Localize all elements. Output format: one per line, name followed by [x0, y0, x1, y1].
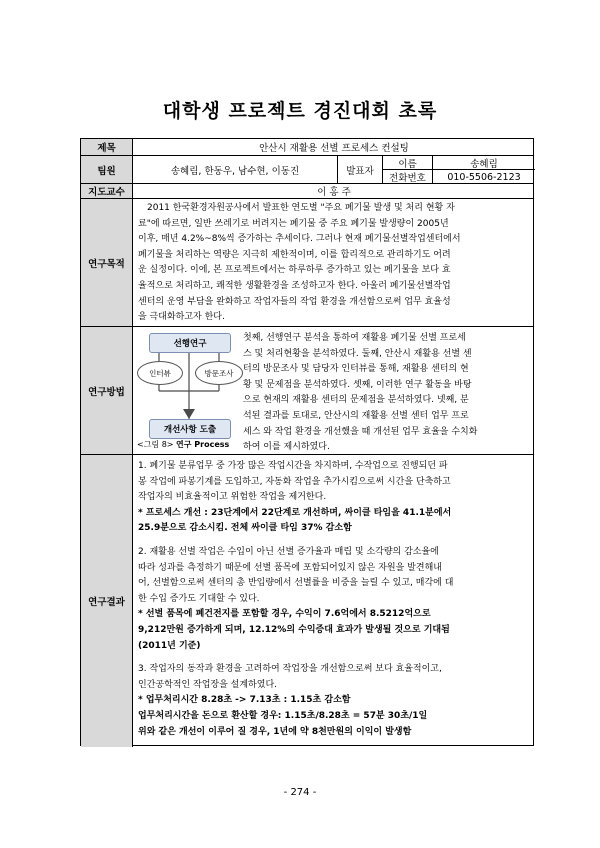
advisor-row — [81, 184, 533, 199]
result-highlight: (2011년 기준) — [138, 640, 201, 651]
method-line: 세스 와 작업 환경을 개선했을 때 개선된 업무 효율을 수치화 — [243, 426, 478, 437]
figure-caption — [137, 439, 247, 450]
figure-number: <그림 8> — [137, 440, 174, 449]
project-title: 안산시 재활용 선별 프로세스 컨설팅 — [259, 143, 409, 154]
method-line: 터의 방문조사 및 담당자 인터뷰를 통해, 재활용 센터의 현 — [243, 364, 469, 375]
method-line: 석된 결과를 토대로, 안산시의 재활용 선별 센터 업무 프로 — [243, 410, 469, 421]
result-line: 인간공학적인 작업장을 설계하였다. — [138, 679, 277, 690]
result-line: 어, 선별함으로써 센터의 총 반입량에서 선별률을 비중을 늘릴 수 있고, 매각에 대 — [138, 578, 454, 589]
result-line: 봉 작업에 파봉기계를 도입하고, 자동화 작업을 추가시킴으로써 시간을 단축하고 — [138, 476, 451, 487]
diagram-node-site-visit: 방문조사 — [195, 361, 243, 385]
abstract-form — [80, 138, 534, 746]
result-highlight: 위와 같은 개선이 이루어 질 경우, 1년에 약 8천만원의 이익이 발생함 — [138, 726, 412, 737]
results-row — [81, 455, 533, 747]
result-highlight: 9,212만원 증가하게 되며, 12.12%의 수익증대 효과가 발생될 것으로 기대됨 — [138, 624, 450, 635]
presenter-name: 송혜림 — [433, 156, 535, 170]
purpose-label: 연구목적 — [81, 199, 133, 326]
method-text — [243, 331, 529, 456]
result-line: 2. 재활용 선별 작업은 수입이 아닌 선별 증가율과 매립 및 소각량의 감소율에 — [138, 546, 439, 557]
name-label: 이름 — [383, 156, 433, 170]
purpose-text — [138, 201, 528, 326]
purpose-line: 센터의 운영 부담을 완화하고 작업자들의 작업 환경을 개선함으로써 업무 효율성 — [138, 296, 451, 307]
purpose-line: 2011 한국환경자원공사에서 발표한 연도별 "주요 폐기물 발생 및 처리 현황 자 — [147, 203, 455, 213]
title-label: 제목 — [81, 139, 133, 155]
result-highlight: * 선별 품목에 폐건전지를 포함할 경우, 수익이 7.6억에서 8.5212억으로 — [138, 609, 431, 620]
result-line: 3. 작업자의 동작과 환경을 고려하여 작업장을 개선함으로써 보다 효율적이고, — [138, 664, 442, 675]
result-highlight: * 프로세스 개선 : 23단계에서 22단계로 개선하며, 싸이클 타임을 41.1분에서 — [138, 507, 452, 518]
page-title: 대학생 프로젝트 경진대회 초록 — [162, 100, 438, 122]
method-row — [81, 327, 533, 455]
process-diagram — [137, 331, 241, 451]
result-line: 작업자의 비효율적이고 위험한 작업을 제거한다. — [138, 492, 327, 503]
title-row — [81, 139, 533, 156]
advisor-label: 지도교수 — [81, 184, 133, 198]
method-label: 연구방법 — [81, 327, 133, 454]
presenter-phone: 010-5506-2123 — [447, 171, 521, 183]
purpose-line: 운 실정이다. 이에, 본 프로젝트에서는 하루하루 증가하고 있는 폐기물을 보다 효 — [138, 265, 451, 276]
results-label: 연구결과 — [81, 455, 133, 747]
phone-label: 전화번호 — [383, 170, 433, 184]
purpose-line: 이후, 매년 4.2%~8%씩 증가하는 추세이다. 그러나 현재 폐기물선별작업센터에서 — [138, 234, 461, 245]
team-members: 송혜림, 한동우, 남수현, 이동진 — [133, 156, 338, 183]
figure-title: 연구 Process — [176, 440, 230, 449]
purpose-line: 폐기물을 처리하는 역량은 지극히 제한적이며, 이를 합리적으로 관리하기도 어려 — [138, 249, 451, 260]
diagram-node-improvements: 개선사항 도출 — [149, 419, 231, 439]
purpose-row — [81, 199, 533, 327]
team-label: 팀원 — [81, 156, 133, 183]
diagram-node-interview: 인터뷰 — [137, 361, 183, 385]
purpose-line: 율적으로 처리하고, 쾌적한 생활환경을 조성하고자 한다. 아울러 폐기물선별작업 — [138, 280, 451, 291]
result-highlight: * 업무처리시간 8.28초 -> 7.13초 : 1.15초 감소함 — [138, 695, 351, 706]
purpose-line: 료"에 따르면, 일반 쓰레기로 버려지는 폐기물 중 주요 폐기물 발생량이 2005년 — [138, 218, 449, 229]
method-line: 으로 현재의 재활용 센터의 문제점을 분석하였다. 넷째, 분 — [243, 395, 469, 406]
result-line: 1. 폐기물 분류업무 중 가장 많은 작업시간을 차지하며, 수작업으로 진행되던 파 — [138, 461, 448, 471]
advisor-name: 이 홍 주 — [317, 187, 351, 198]
result-line: 따라 성과를 측정하기 때문에 선별 품목에 포함되어있지 않은 자원을 발견해내 — [138, 562, 442, 573]
page-number: - 274 - — [283, 787, 317, 798]
results-text — [138, 459, 528, 740]
diagram-node-prior-research: 선행연구 — [149, 333, 231, 353]
method-line: 하여 이를 제시하였다. — [243, 442, 330, 453]
method-line: 스 및 처리현황을 분석하였다. 둘째, 안산시 재활용 선별 센 — [243, 348, 472, 359]
result-highlight: 25.9분으로 감소시킴. 전체 싸이클 타임 37% 감소함 — [138, 523, 352, 534]
method-line: 첫째, 선행연구 분석을 통하여 재활용 폐기물 선별 프로세 — [243, 333, 466, 343]
result-line: 한 수입 증가도 기대할 수 있다. — [138, 593, 260, 604]
presenter-label: 발표자 — [338, 156, 383, 183]
method-line: 황 및 문제점을 분석하였다. 셋째, 이러한 연구 활동을 바탕 — [243, 379, 472, 390]
purpose-line: 을 극대화하고자 한다. — [138, 312, 225, 323]
presenter-info — [383, 156, 535, 183]
team-row — [81, 156, 533, 184]
result-highlight: 업무처리시간을 돈으로 환산할 경우: 1.15초/8.28초 = 57분 30초/1일 — [138, 710, 428, 721]
